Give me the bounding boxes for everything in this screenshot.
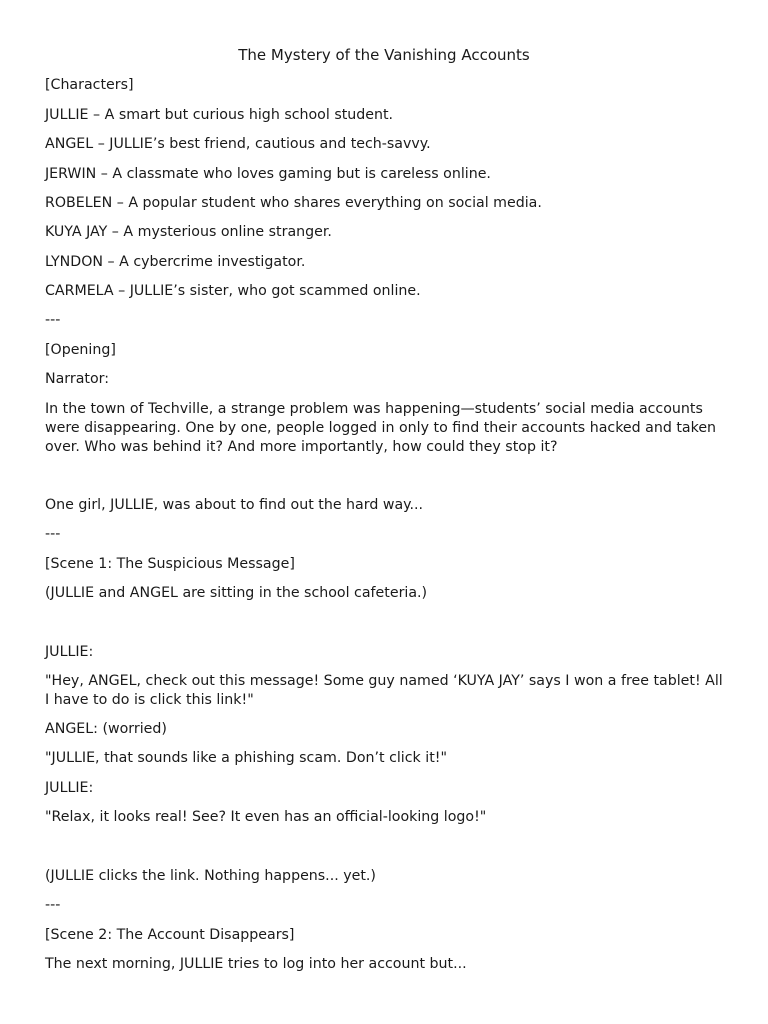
character-lyndon: LYNDON – A cybercrime investigator. <box>45 254 306 270</box>
stage-direction: (JULLIE and ANGEL are sitting in the school cafeteria.) <box>45 585 428 601</box>
scene-2-heading: [Scene 2: The Account Disappears] <box>45 927 295 943</box>
scene-2-opening-line: The next morning, JULLIE tries to log into her account but... <box>45 956 467 972</box>
stage-direction: (JULLIE clicks the link. Nothing happens... yet.) <box>45 868 376 884</box>
dialogue-line: "Relax, it looks real! See? It even has an official-looking logo!" <box>45 809 487 825</box>
characters-heading: [Characters] <box>45 77 134 93</box>
character-kuya-jay: KUYA JAY – A mysterious online stranger. <box>45 224 332 240</box>
document-title: The Mystery of the Vanishing Accounts <box>238 46 530 64</box>
narrator-paragraph: In the town of Techville, a strange problem was happening—students’ social media accounts were disappearing. One by one, people logged in only to find their accounts hacked and taken over. Who was behind it? And more importantly, how could they stop it? <box>45 401 717 455</box>
character-jullie: JULLIE – A smart but curious high school student. <box>45 107 394 123</box>
section-divider: --- <box>45 526 61 542</box>
dialogue-line: "JULLIE, that sounds like a phishing scam. Don’t click it!" <box>45 750 447 766</box>
dialogue-line: "Hey, ANGEL, check out this message! Some guy named ‘KUYA JAY’ says I won a free tablet! All I have to do is click this link!" <box>45 673 723 708</box>
scene-1-heading: [Scene 1: The Suspicious Message] <box>45 556 295 572</box>
narrator-closing-line: One girl, JULLIE, was about to find out the hard way... <box>45 497 424 513</box>
opening-heading: [Opening] <box>45 342 116 358</box>
narrator-label: Narrator: <box>45 371 110 387</box>
character-carmela: CARMELA – JULLIE’s sister, who got scammed online. <box>45 283 421 299</box>
character-angel: ANGEL – JULLIE’s best friend, cautious and tech-savvy. <box>45 136 431 152</box>
section-divider: --- <box>45 312 61 328</box>
speaker-label: ANGEL: (worried) <box>45 721 167 737</box>
speaker-label: JULLIE: <box>45 644 94 660</box>
speaker-label: JULLIE: <box>45 780 94 796</box>
character-jerwin: JERWIN – A classmate who loves gaming but is careless online. <box>45 166 491 182</box>
character-robelen: ROBELEN – A popular student who shares everything on social media. <box>45 195 542 211</box>
section-divider: --- <box>45 897 61 913</box>
